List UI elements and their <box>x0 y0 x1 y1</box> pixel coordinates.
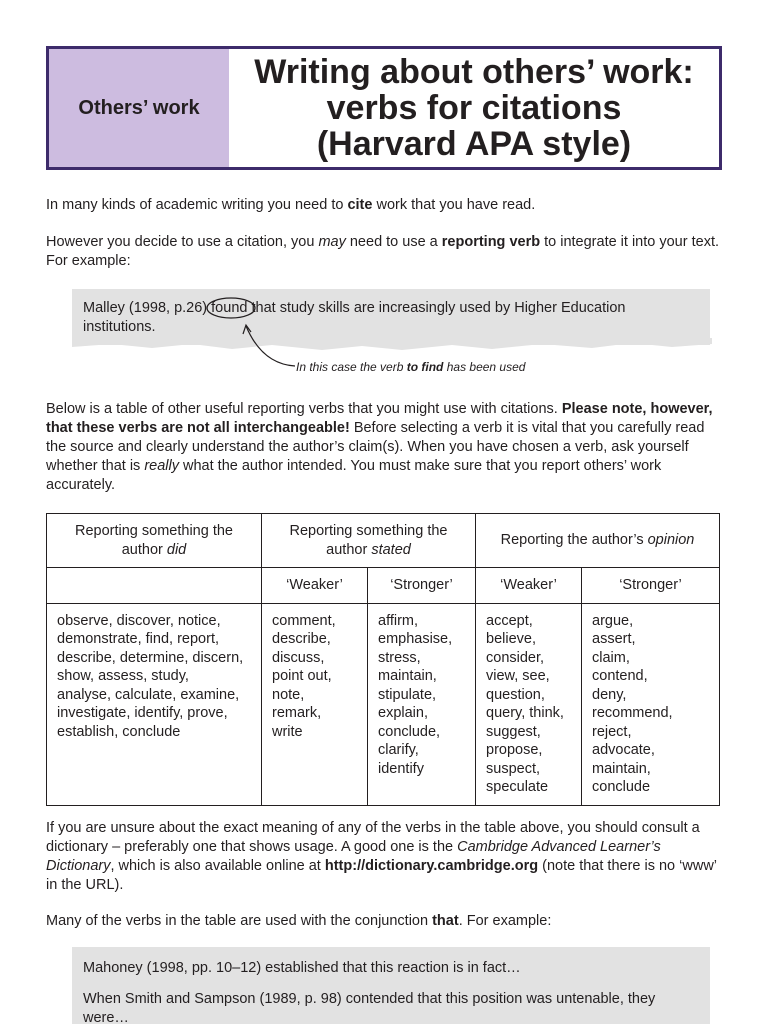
table-subheader-row <box>47 568 720 604</box>
conjunction-paragraph: Many of the verbs in the table are used with the conjunction that. For example: <box>46 913 552 929</box>
arrow-icon <box>240 322 300 370</box>
intro-paragraph-1: In many kinds of academic writing you need to cite work that you have read. <box>46 197 536 213</box>
title-line-3: (Harvard APA style) <box>316 125 632 163</box>
table-verbs-row <box>47 603 720 805</box>
header-stated: Reporting something the author stated <box>262 514 476 568</box>
circle-annotation-icon <box>205 295 257 321</box>
title-line-2: verbs for citations <box>326 89 622 127</box>
subheader-opinion-weaker: ‘Weaker’ <box>476 568 582 604</box>
header-opinion: Reporting the author’s opinion <box>476 514 720 568</box>
highlighted-verb: found <box>211 299 247 318</box>
opinion-stronger-cell: argue, assert, claim, contend, deny, recommend, reject, advocate, maintain, conclude <box>582 603 720 805</box>
citation-example-box: Malley (1998, p.26) found that study skills are increasingly used by Higher Education institutions. <box>72 289 710 345</box>
subheader-stated-weaker: ‘Weaker’ <box>262 568 368 604</box>
example-sentence: Mahoney (1998, pp. 10–12) established that this reaction is in fact… <box>83 960 521 976</box>
that-examples-box <box>72 947 710 1024</box>
table-header-row <box>47 514 720 568</box>
torn-edge <box>72 338 712 354</box>
reporting-verbs-table <box>46 513 720 806</box>
dictionary-url: http://dictionary.cambridge.org <box>324 858 539 874</box>
subheader-empty <box>47 568 262 604</box>
did-verbs-cell: observe, discover, notice, demonstrate, find, report, describe, determine, discern, show, assess, study, analyse, calculate, examine, investigate, identify, prove, establish, conclude <box>47 603 262 805</box>
subheader-opinion-stronger: ‘Stronger’ <box>582 568 720 604</box>
page-header <box>46 46 722 170</box>
title-line-1: Writing about others’ work: <box>254 53 694 91</box>
stated-stronger-cell: affirm, emphasise, stress, maintain, stipulate, explain, conclude, clarify, identify <box>368 603 476 805</box>
example-sentence: When Smith and Sampson (1989, p. 98) contended that this position was untenable, they were… <box>83 991 656 1026</box>
subheader-stated-stronger: ‘Stronger’ <box>368 568 476 604</box>
opinion-weaker-cell: accept, believe, consider, view, see, question, query, think, suggest, propose, suspect, speculate <box>476 603 582 805</box>
example-caption: In this case the verb to find has been used <box>296 360 526 374</box>
section-label: Others’ work <box>49 49 229 167</box>
table-intro-paragraph: Below is a table of other useful reporting verbs that you might use with citations. Please note, however, that these verbs are not all interchangeable! Before selecting a verb it is vital that you carefully read the source and clearly understand the author’s claim(s). When you have chosen a verb, ask yourself whether that is really what the author intended. You must make sure that you report others’ work accurately. <box>46 401 713 493</box>
dictionary-paragraph: If you are unsure about the exact meaning of any of the verbs in the table above, you should consult a dictionary – preferably one that shows usage. A good one is the Cambridge Advanced Learner’s Dictionary, which is also available online at http://dictionary.cambridge.org (note that there is no ‘www’ in the URL). <box>46 820 717 893</box>
header-did: Reporting something the author did <box>47 514 262 568</box>
stated-weaker-cell: comment, describe, discuss, point out, note, remark, write <box>262 603 368 805</box>
intro-paragraph-2: However you decide to use a citation, you may need to use a reporting verb to integrate it into your text. For example: <box>46 234 720 269</box>
page-title <box>229 49 719 167</box>
